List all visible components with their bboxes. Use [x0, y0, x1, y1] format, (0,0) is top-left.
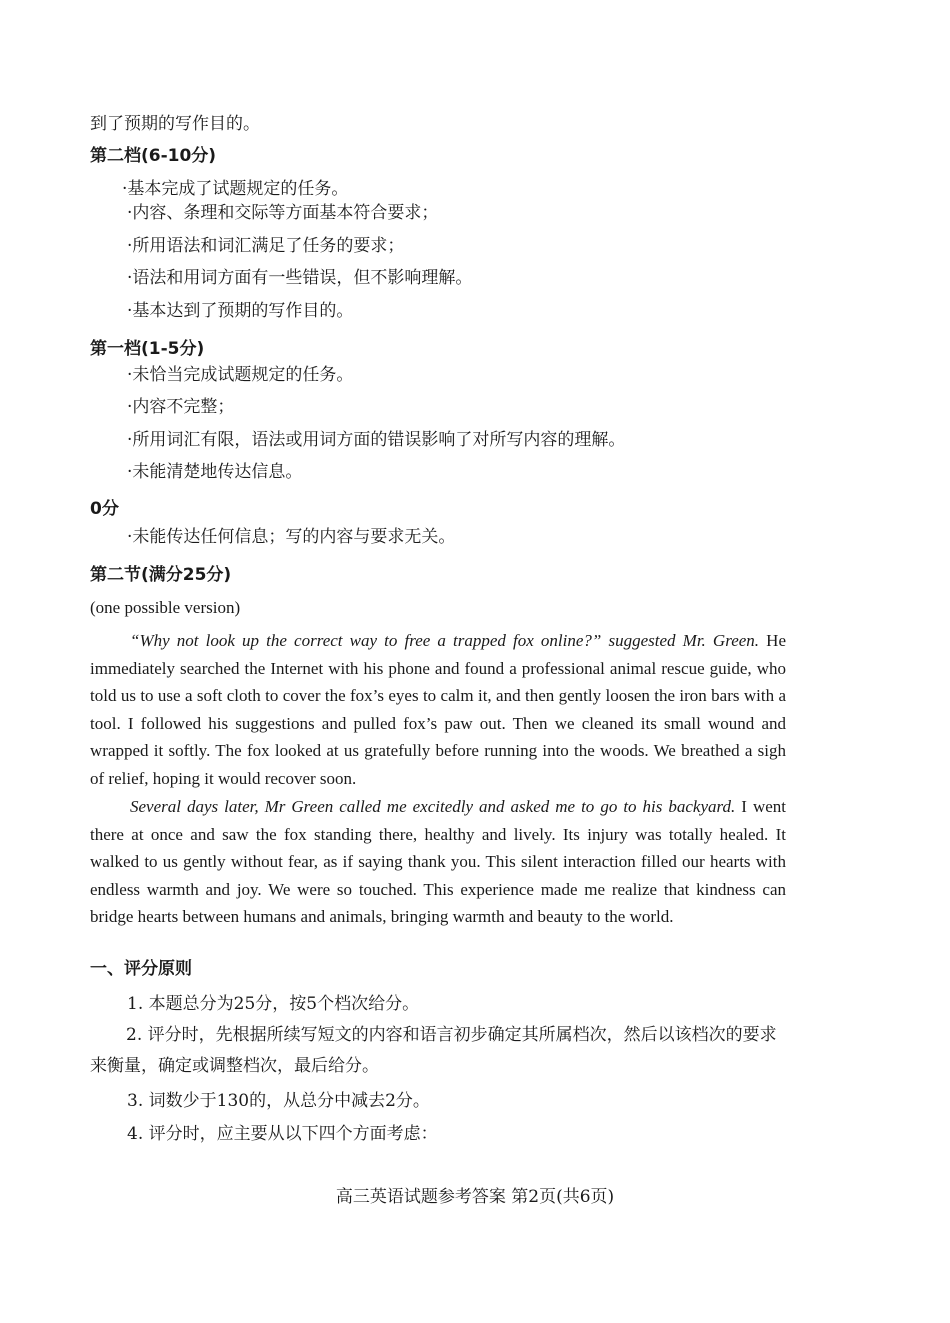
para2-opening-sentence: Several days later, Mr Green called me excitedly and asked me to go to his backyard.: [130, 797, 736, 816]
grade2-item: ·基本完成了试题规定的任务。: [122, 179, 349, 199]
principle-item: 4. 评分时，应主要从以下四个方面考虑：: [127, 1124, 438, 1144]
grade0-heading: 0分: [90, 499, 119, 519]
section2-heading: 第二节(满分25分): [90, 565, 232, 585]
para1-body: He immediately searched the Internet with his phone and found a professional animal rescue guide, who told us to use a soft cloth to cover the fox’s eyes to calm it, and then gently loosen the iron bars with a tool. I followed his suggestions and pulled fox’s paw out. Then we cleaned its small wound and wrapped it softly. The fox looked at us gratefully before running into the woods. We breathed a sigh of relief, hoping it would recover soon.: [90, 631, 786, 788]
grade2-item: ·语法和用词方面有一些错误，但不影响理解。: [127, 268, 473, 288]
grade2-item: ·内容、条理和交际等方面基本符合要求；: [127, 203, 439, 223]
grade2-item: ·所用语法和词汇满足了任务的要求；: [127, 236, 405, 256]
page-footer: 高三英语试题参考答案 第2页(共6页): [335, 1187, 615, 1207]
version-label: (one possible version): [90, 598, 241, 617]
sample-essay-paragraph-1: [90, 627, 786, 793]
grade1-item: ·未恰当完成试题规定的任务。: [127, 365, 354, 385]
grade0-item: ·未能传达任何信息；写的内容与要求无关。: [127, 527, 456, 547]
grade1-item: ·未能清楚地传达信息。: [127, 462, 303, 482]
grade1-heading: 第一档(1-5分): [90, 339, 205, 359]
continued-text: 到了预期的写作目的。: [90, 114, 260, 134]
grade1-item: ·内容不完整；: [127, 397, 235, 417]
principles-heading: 一、评分原则: [90, 959, 192, 979]
sample-essay-paragraph-2: [90, 793, 786, 931]
principle-item: 2. 评分时，先根据所续写短文的内容和语言初步确定其所属档次，然后以该档次的要求 来衡量，确定或调整档次，最后给分。: [90, 1025, 777, 1076]
principle-item: 3. 词数少于130的，从总分中减去2分。: [127, 1091, 430, 1111]
principle-item: 1. 本题总分为25分，按5个档次给分。: [127, 994, 420, 1014]
grade1-item: ·所用词汇有限，语法或用词方面的错误影响了对所写内容的理解。: [127, 430, 626, 450]
grade2-heading: 第二档(6-10分): [90, 146, 217, 166]
para2-body: I went there at once and saw the fox standing there, healthy and lively. Its injury was totally healed. It walked to us gently without fear, as if saying thank you. This silent interaction filled our hearts with endless warmth and joy. We were so touched. This experience made me realize that kindness can bridge hearts between humans and animals, bringing warmth and beauty to the world.: [90, 797, 786, 927]
para1-opening-sentence: “Why not look up the correct way to free a trapped fox online?” suggested Mr. Green.: [130, 631, 760, 650]
grade2-item: ·基本达到了预期的写作目的。: [127, 301, 354, 321]
